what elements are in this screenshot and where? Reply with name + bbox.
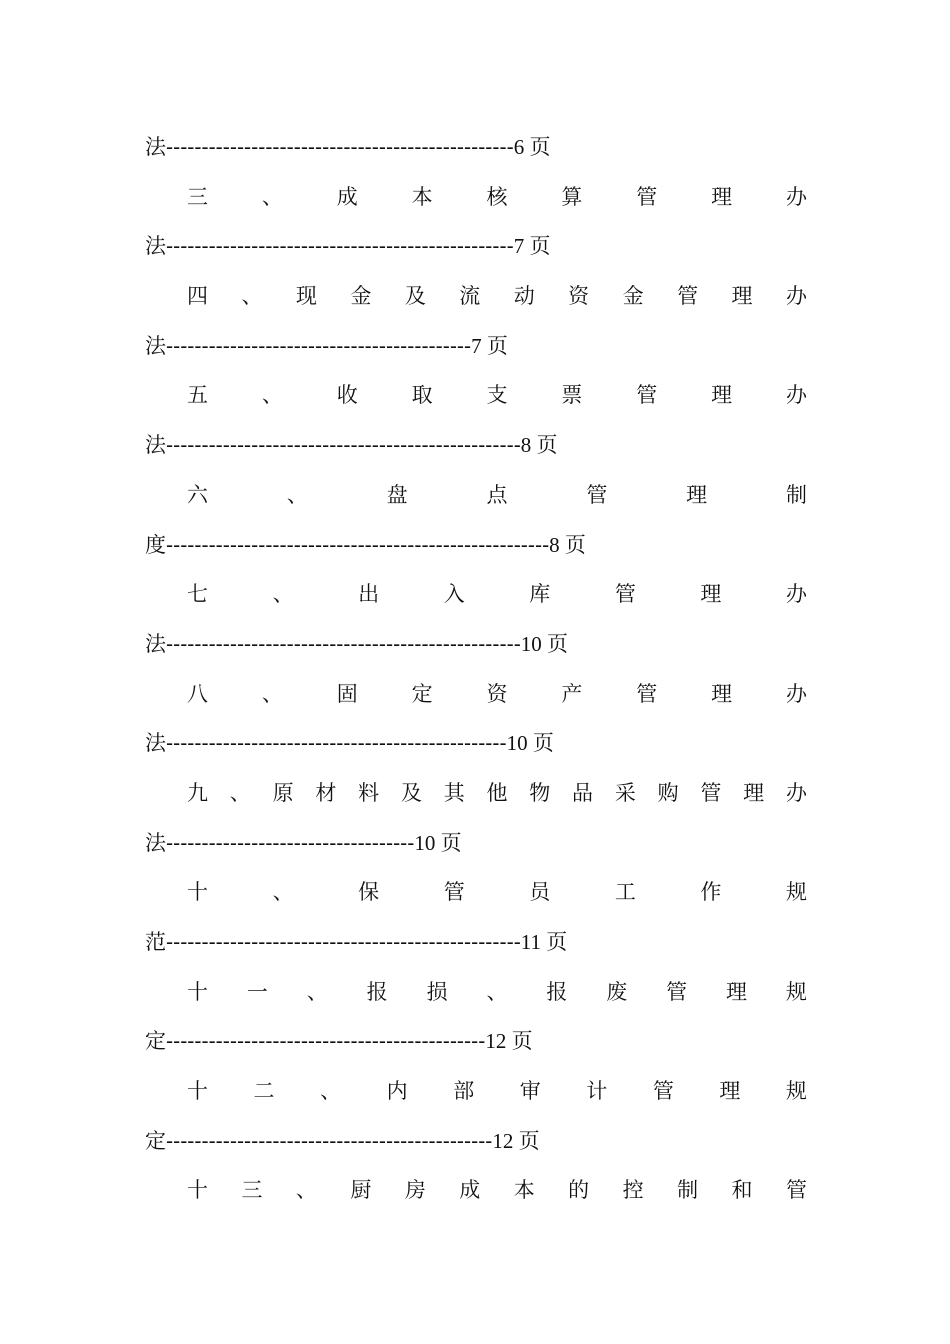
toc-title-char: 五 — [187, 383, 208, 408]
toc-title-char: 报 — [366, 979, 388, 1004]
toc-title-char: 理 — [686, 482, 708, 507]
toc-title-char: 盘 — [386, 482, 408, 507]
toc-entry-leader — [145, 719, 807, 769]
toc-title-char: 理 — [726, 979, 748, 1004]
toc-title-char: 控 — [622, 1178, 644, 1203]
toc-title-char: 办 — [785, 284, 807, 309]
toc-title-char: 固 — [336, 681, 358, 706]
toc-title-char: 房 — [404, 1178, 426, 1203]
toc-title-char: 管 — [614, 582, 636, 607]
toc-title-char: 管 — [636, 383, 658, 408]
toc-title-tail: 定 — [145, 1128, 166, 1153]
toc-page — [145, 123, 807, 1216]
toc-leader-dashes: ------------------------------------------------ — [166, 731, 507, 756]
toc-title-char: 、 — [272, 582, 294, 607]
toc-entry-title — [145, 968, 807, 1018]
toc-leader-dashes: -------------------------------------------------- — [166, 930, 521, 954]
toc-title-char: 报 — [546, 979, 568, 1004]
toc-title-char: 核 — [486, 184, 508, 209]
toc-title-char: 制 — [785, 482, 807, 507]
toc-page-number: 8 页 — [549, 532, 586, 557]
toc-title-char: 、 — [320, 1079, 342, 1104]
toc-title-char: 理 — [711, 383, 733, 408]
toc-title-char: 和 — [731, 1178, 753, 1203]
toc-entry-title — [145, 670, 807, 720]
toc-title-char: 料 — [358, 780, 380, 805]
toc-title-char: 的 — [568, 1178, 590, 1203]
toc-title-tail: 度 — [145, 532, 166, 557]
toc-title-tail: 法 — [145, 631, 166, 656]
toc-leader-dashes: ----------------------------------- — [166, 830, 415, 855]
toc-title-char: 十 — [187, 880, 208, 905]
toc-title-char: 、 — [286, 482, 308, 507]
toc-title-char: 管 — [652, 1079, 674, 1104]
toc-title-char: 理 — [700, 582, 722, 607]
toc-title-char: 厨 — [350, 1178, 372, 1203]
toc-title-char: 办 — [786, 184, 807, 209]
toc-title-char: 办 — [786, 383, 807, 408]
toc-entry-title — [145, 1166, 807, 1216]
toc-title-char: 资 — [486, 681, 508, 706]
toc-title-char: 出 — [358, 582, 380, 607]
toc-title-char: 员 — [529, 880, 551, 905]
toc-entry-leader — [145, 222, 807, 272]
toc-title-char: 管 — [785, 1178, 807, 1203]
toc-title-char: 九 — [187, 780, 208, 805]
toc-leader-dashes: -------------------------------------------------- — [166, 433, 521, 458]
toc-title-char: 他 — [486, 780, 508, 805]
toc-title-char: 管 — [636, 184, 658, 209]
toc-title-char: 产 — [561, 681, 583, 706]
toc-page-number: 8 页 — [520, 433, 558, 458]
toc-title-char: 及 — [400, 780, 422, 805]
toc-entry-title — [145, 371, 807, 421]
toc-title-tail: 法 — [145, 135, 166, 159]
toc-title-char: 、 — [486, 979, 508, 1004]
toc-title-tail: 法 — [145, 333, 166, 358]
toc-title-char: 八 — [187, 681, 208, 706]
toc-title-tail: 法 — [145, 731, 166, 756]
toc-title-char: 取 — [411, 383, 433, 408]
toc-leader-dashes: ------------------------------------------------- — [166, 135, 514, 159]
toc-leader-dashes: --------------------------------------------- — [166, 1029, 486, 1054]
toc-entry-leader — [145, 819, 807, 869]
toc-title-char: 部 — [453, 1079, 475, 1104]
toc-title-char: 成 — [336, 184, 358, 209]
toc-title-char: 保 — [358, 880, 380, 905]
toc-entry-leader — [145, 1117, 807, 1167]
toc-entry-leader — [145, 918, 807, 968]
toc-title-char: 十 — [187, 979, 208, 1004]
toc-title-char: 票 — [561, 383, 583, 408]
toc-leader-dashes: ---------------------------------------------- — [166, 1128, 493, 1153]
toc-title-char: 一 — [246, 979, 268, 1004]
toc-title-char: 理 — [743, 780, 765, 805]
toc-page-number: 11 页 — [520, 930, 568, 954]
toc-title-char: 办 — [785, 582, 807, 607]
toc-title-char: 、 — [261, 184, 283, 209]
toc-title-tail: 法 — [145, 830, 166, 855]
toc-title-char: 现 — [295, 284, 317, 309]
toc-title-char: 本 — [513, 1178, 535, 1203]
toc-title-char: 规 — [785, 1079, 807, 1104]
toc-title-char: 入 — [443, 582, 465, 607]
toc-title-char: 工 — [614, 880, 636, 905]
toc-title-tail: 法 — [145, 234, 166, 259]
toc-page-number: 10 页 — [506, 731, 554, 756]
toc-entry-title — [145, 769, 807, 819]
toc-title-char: 算 — [561, 184, 583, 209]
toc-title-char: 金 — [622, 284, 644, 309]
toc-title-char: 计 — [586, 1079, 608, 1104]
toc-entry-title — [145, 1067, 807, 1117]
toc-leader-dashes: ------------------------------------------------------ — [166, 532, 550, 557]
toc-title-char: 损 — [426, 979, 448, 1004]
toc-entry-leader — [145, 521, 807, 571]
toc-page-number: 12 页 — [492, 1128, 540, 1153]
toc-title-char: 支 — [486, 383, 508, 408]
toc-page-number: 7 页 — [471, 333, 508, 358]
toc-entry-title — [145, 570, 807, 620]
toc-title-char: 内 — [386, 1079, 408, 1104]
toc-title-char: 管 — [586, 482, 608, 507]
toc-title-char: 二 — [253, 1079, 275, 1104]
toc-title-char: 理 — [719, 1079, 741, 1104]
toc-title-char: 原 — [272, 780, 294, 805]
toc-title-char: 四 — [187, 284, 208, 309]
toc-title-char: 规 — [785, 979, 807, 1004]
toc-title-char: 金 — [350, 284, 372, 309]
toc-title-char: 库 — [529, 582, 551, 607]
toc-title-tail: 范 — [145, 930, 166, 954]
toc-title-char: 三 — [241, 1178, 263, 1203]
toc-page-number: 12 页 — [485, 1029, 533, 1054]
toc-title-char: 三 — [187, 184, 208, 209]
toc-title-char: 资 — [568, 284, 590, 309]
toc-title-char: 、 — [261, 681, 283, 706]
toc-entry-title — [145, 868, 807, 918]
toc-entry-title — [145, 471, 807, 521]
toc-leader-dashes: -------------------------------------------------- — [166, 631, 521, 656]
toc-entry-leader — [145, 123, 807, 173]
toc-leader-dashes: ------------------------------------------- — [166, 333, 472, 358]
toc-title-char: 流 — [459, 284, 481, 309]
toc-title-char: 收 — [336, 383, 358, 408]
toc-title-char: 及 — [404, 284, 426, 309]
toc-page-number: 10 页 — [414, 830, 462, 855]
toc-entry-leader — [145, 620, 807, 670]
toc-title-char: 、 — [272, 880, 294, 905]
toc-entry-leader — [145, 1017, 807, 1067]
toc-title-char: 材 — [315, 780, 337, 805]
toc-title-char: 十 — [187, 1079, 208, 1104]
toc-title-char: 物 — [529, 780, 551, 805]
toc-title-char: 、 — [306, 979, 328, 1004]
toc-title-char: 管 — [666, 979, 688, 1004]
toc-title-char: 管 — [443, 880, 465, 905]
toc-title-char: 六 — [187, 482, 208, 507]
toc-title-char: 购 — [657, 780, 679, 805]
toc-title-char: 理 — [711, 681, 733, 706]
toc-entry-leader — [145, 322, 807, 372]
toc-title-char: 、 — [229, 780, 251, 805]
toc-title-char: 废 — [606, 979, 628, 1004]
toc-title-char: 本 — [411, 184, 433, 209]
toc-title-char: 管 — [677, 284, 699, 309]
toc-title-char: 、 — [241, 284, 263, 309]
toc-title-char: 理 — [731, 284, 753, 309]
toc-title-tail: 定 — [145, 1029, 166, 1054]
toc-title-char: 作 — [700, 880, 722, 905]
toc-entry-title — [145, 272, 807, 322]
toc-title-char: 其 — [443, 780, 465, 805]
toc-title-char: 十 — [187, 1178, 208, 1203]
toc-title-char: 成 — [459, 1178, 481, 1203]
toc-title-char: 审 — [519, 1079, 541, 1104]
toc-title-char: 采 — [614, 780, 636, 805]
toc-title-char: 规 — [785, 880, 807, 905]
toc-title-char: 管 — [636, 681, 658, 706]
toc-title-char: 制 — [677, 1178, 699, 1203]
toc-title-char: 、 — [295, 1178, 317, 1203]
toc-title-char: 、 — [261, 383, 283, 408]
toc-page-number: 7 页 — [513, 234, 551, 259]
toc-title-char: 理 — [711, 184, 733, 209]
toc-title-tail: 法 — [145, 433, 166, 458]
toc-title-char: 动 — [513, 284, 535, 309]
toc-title-char: 办 — [785, 780, 807, 805]
toc-entry-leader — [145, 421, 807, 471]
toc-title-char: 定 — [411, 681, 433, 706]
toc-title-char: 管 — [700, 780, 722, 805]
toc-page-number: 10 页 — [520, 631, 569, 656]
toc-page-number: 6 页 — [513, 135, 551, 159]
toc-title-char: 品 — [572, 780, 594, 805]
toc-leader-dashes: ------------------------------------------------- — [166, 234, 514, 259]
toc-title-char: 点 — [486, 482, 508, 507]
toc-entry-title — [145, 173, 807, 223]
toc-title-char: 办 — [786, 681, 807, 706]
toc-title-char: 七 — [187, 582, 208, 607]
